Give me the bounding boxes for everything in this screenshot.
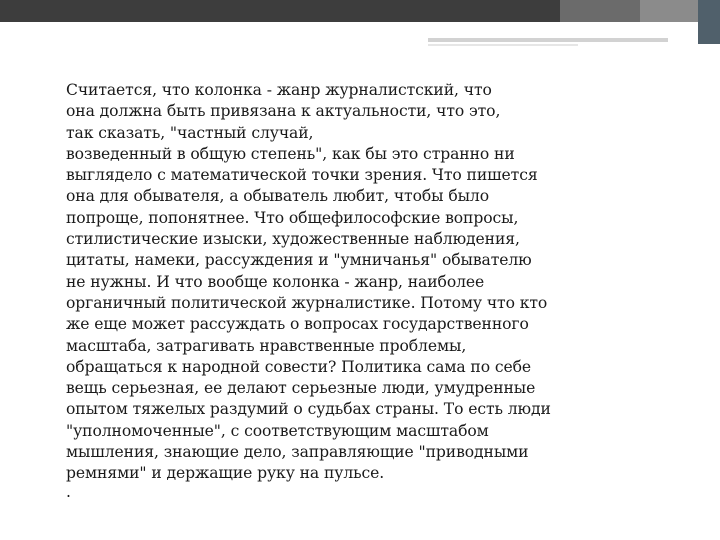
header-band-dark-segment <box>0 0 560 22</box>
body-paragraph: Считается, что колонка - жанр журналистский, что она должна быть привязана к актуальности, что это, так сказать, "частный случай, возведенный в общую степень", как бы это странно ни выглядело с математической точки зрения. Что пишется она для обывателя, а обыватель любит, чтобы было попроще, попонятнее. Что общефилософские вопросы, стилистические изыски, художественные наблюдения, цитаты, намеки, рассуждения и "умничанья" обывателю не нужны. И что вообще колонка - жанр, наиболее органичный политической журналистике. Потому что кто же еще может рассуждать о вопросах государственного масштаба, затрагивать нравственные проблемы, обращаться к народной совести? Политика сама по себе вещь серьезная, ее делают серьезные люди, умудренные опытом тяжелых раздумий о судьбах страны. То есть люди "уполномоченные", с соответствующим масштабом мышления, знающие дело, заправляющие "приводными ремнями" и держащие руку на пульсе. <box>66 81 551 483</box>
title-rule-secondary <box>428 44 578 46</box>
title-rule <box>428 38 668 42</box>
trailing-bullet-mark: . <box>66 483 71 501</box>
corner-accent-block <box>698 0 720 44</box>
header-band <box>0 0 720 22</box>
